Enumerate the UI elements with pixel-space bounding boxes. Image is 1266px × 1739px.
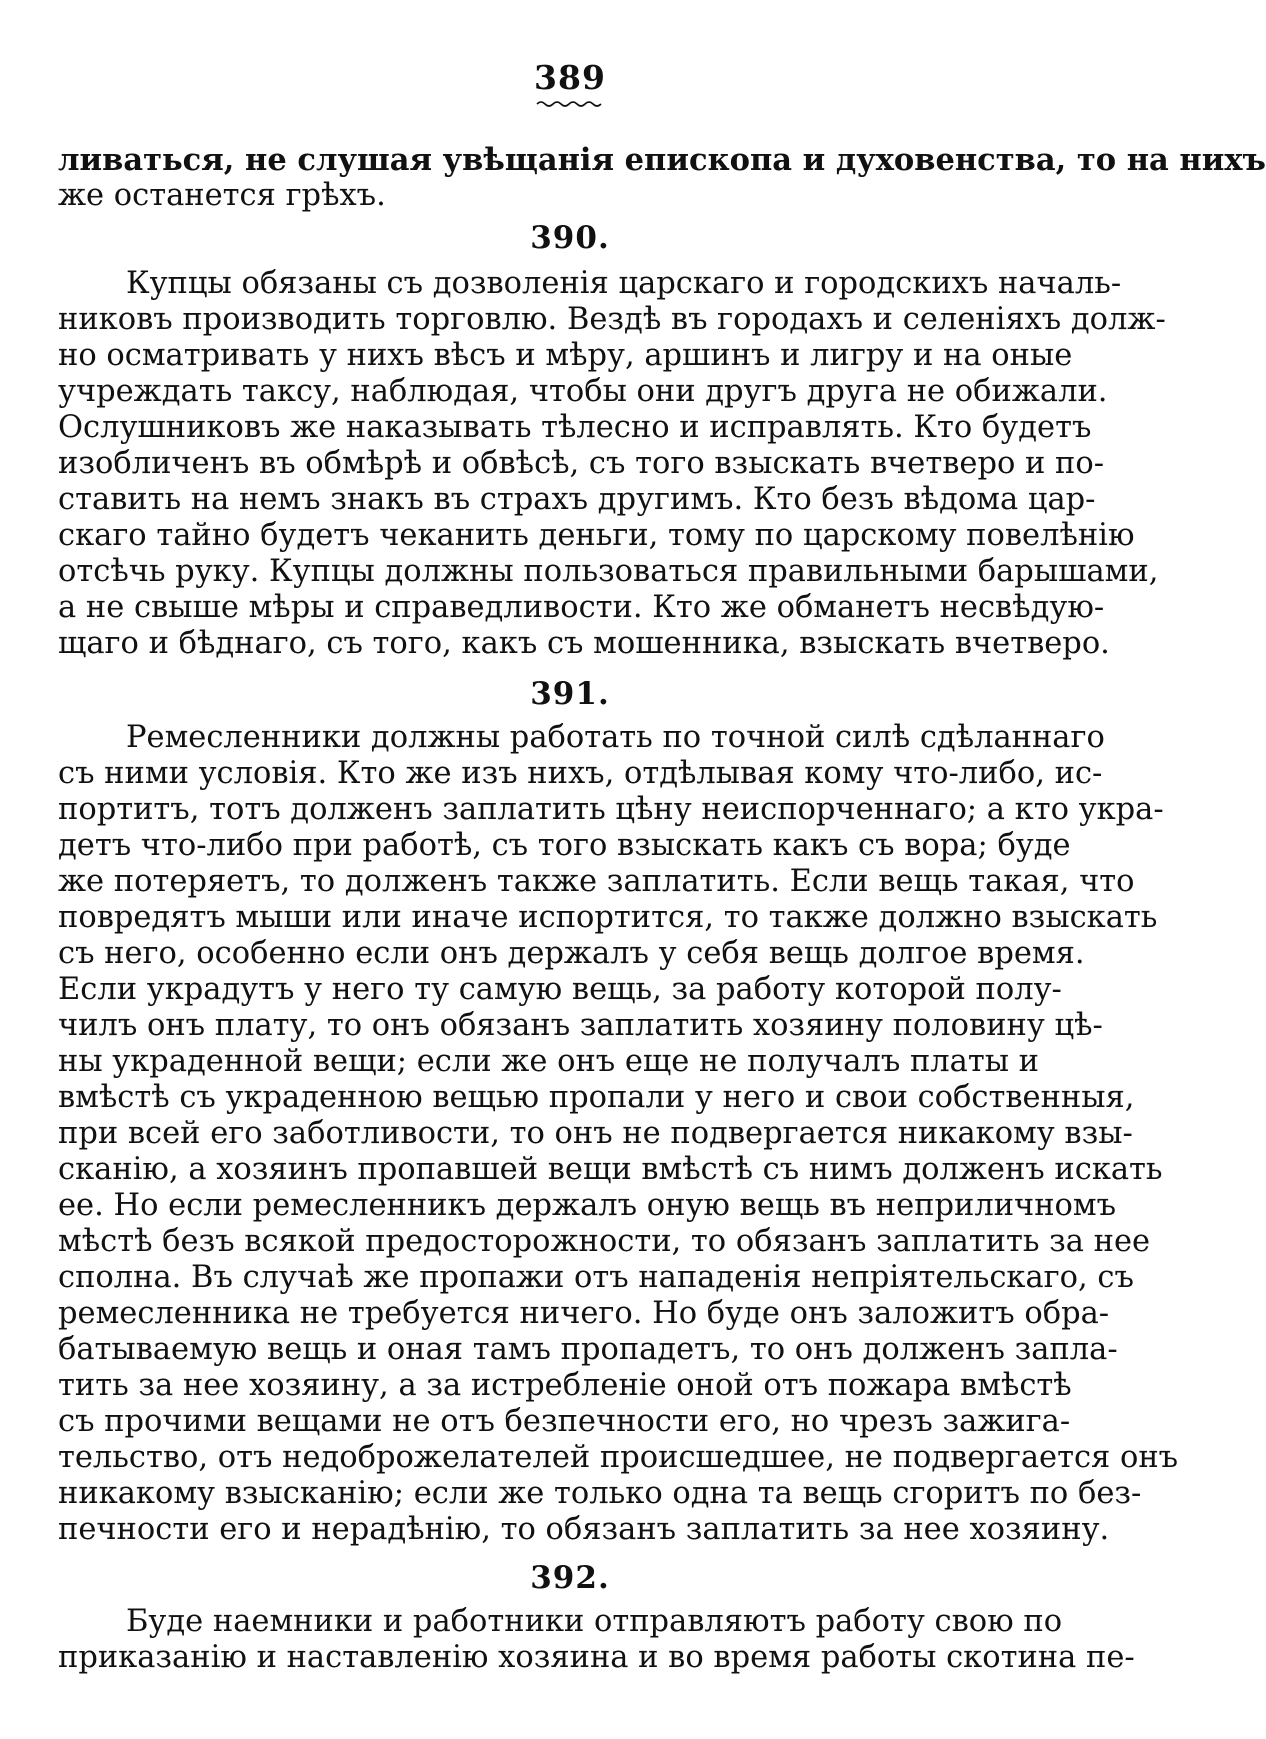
section-heading-391: 391. — [530, 676, 610, 712]
text-line: но осматривать у нихъ вѣсъ и мѣру, аршинъ и лигру и на оные — [58, 338, 1073, 373]
text-line: съ прочими вещами не отъ безпечности его, но чрезъ зажига- — [58, 1404, 1071, 1439]
text-line: никакому взысканію; если же только одна та вещь сгоритъ по без- — [58, 1476, 1142, 1511]
text-line: съ него, особенно если онъ держалъ у себя вещь долгое время. — [58, 936, 1085, 971]
text-line: ливаться, не слушая увѣщанія епископа и духовенства, то на нихъ — [58, 142, 1266, 178]
text-line: Ремесленники должны работать по точной силѣ сдѣланнаго — [126, 720, 1105, 755]
text-line: ставить на немъ знакъ въ страхъ другимъ. Кто безъ вѣдома цар- — [58, 482, 1096, 517]
text-line: Буде наемники и работники отправляютъ работу свою по — [126, 1604, 1063, 1639]
text-line: съ ними условія. Кто же изъ нихъ, отдѣлывая кому что-либо, ис- — [58, 756, 1103, 791]
text-line: приказанію и наставленію хозяина и во время работы скотина пе- — [58, 1640, 1135, 1675]
text-line: изобличенъ въ обмѣрѣ и обвѣсѣ, съ того взыскать вчетверо и по- — [58, 446, 1105, 481]
text-line: Купцы обязаны съ дозволенія царскаго и городскихъ началь- — [126, 266, 1122, 301]
text-line: батываемую вещь и оная тамъ пропадетъ, то онъ долженъ запла- — [58, 1332, 1118, 1367]
text-line: детъ что-либо при работѣ, съ того взыскать какъ съ вора; буде — [58, 828, 1071, 863]
text-line: щаго и бѣднаго, съ того, какъ съ мошенника, взыскать вчетверо. — [58, 626, 1110, 661]
section-391-paragraph — [58, 720, 1179, 1548]
text-line: мѣстѣ безъ всякой предосторожности, то обязанъ заплатить за нее — [58, 1224, 1151, 1259]
text-line: же потеряетъ, то долженъ также заплатить. Если вещь такая, что — [58, 864, 1135, 899]
text-line: ремесленника не требуется ничего. Но буде онъ заложитъ обра- — [58, 1296, 1110, 1331]
text-line: сканію, а хозяинъ пропавшей вещи вмѣстѣ съ нимъ долженъ искать — [58, 1152, 1163, 1187]
text-line: ны украденной вещи; если же онъ еще не получалъ платы и — [58, 1044, 1040, 1079]
section-heading-390: 390. — [530, 220, 610, 256]
text-line: учреждать таксу, наблюдая, чтобы они другъ друга не обижали. — [58, 374, 1108, 409]
text-line: портитъ, тотъ долженъ заплатить цѣну неиспорченнаго; а кто укра- — [58, 792, 1164, 827]
text-line: при всей его заботливости, то онъ не подвергается никакому взы- — [58, 1116, 1133, 1151]
intro-paragraph — [58, 142, 1266, 214]
page-number — [0, 58, 1140, 109]
text-line: отсѣчь руку. Купцы должны пользоваться правильными барышами, — [58, 554, 1159, 589]
page-number-text: 389 — [534, 58, 606, 97]
section-392-paragraph — [58, 1604, 1135, 1676]
text-line: а не свыше мѣры и справедливости. Кто же обманетъ несвѣдую- — [58, 590, 1105, 625]
text-line: Если украдутъ у него ту самую вещь, за работу которой полу- — [58, 972, 1062, 1007]
text-line: сполна. Въ случаѣ же пропажи отъ нападенія непріятельскаго, съ — [58, 1260, 1134, 1295]
text-line: никовъ производить торговлю. Вездѣ въ городахъ и селеніяхъ долж- — [58, 302, 1166, 337]
text-line: печности его и нерадѣнію, то обязанъ заплатить за нее хозяину. — [58, 1512, 1110, 1547]
section-390-paragraph — [58, 266, 1166, 662]
section-heading-392: 392. — [530, 1560, 610, 1596]
text-line: вмѣстѣ съ украденною вещью пропали у него и свои собственныя, — [58, 1080, 1135, 1115]
text-line: тельство, отъ недоброжелателей происшедшее, не подвергается онъ — [58, 1440, 1179, 1475]
text-line: же останется грѣхъ. — [58, 178, 386, 213]
text-line: скаго тайно будетъ чеканить деньги, тому по царскому повелѣнію — [58, 518, 1135, 553]
text-line: тить за нее хозяину, а за истребленіе оной отъ пожара вмѣстѣ — [58, 1368, 1072, 1403]
text-line: чилъ онъ плату, то онъ обязанъ заплатить хозяину половину цѣ- — [58, 1008, 1103, 1043]
text-line: ее. Но если ремесленникъ держалъ оную вещь въ неприличномъ — [58, 1188, 1117, 1223]
text-line: Ослушниковъ же наказывать тѣлесно и исправлять. Кто будетъ — [58, 410, 1092, 445]
text-line: повредятъ мыши или иначе испортится, то также должно взыскать — [58, 900, 1158, 935]
page-number-ornament — [535, 99, 605, 109]
